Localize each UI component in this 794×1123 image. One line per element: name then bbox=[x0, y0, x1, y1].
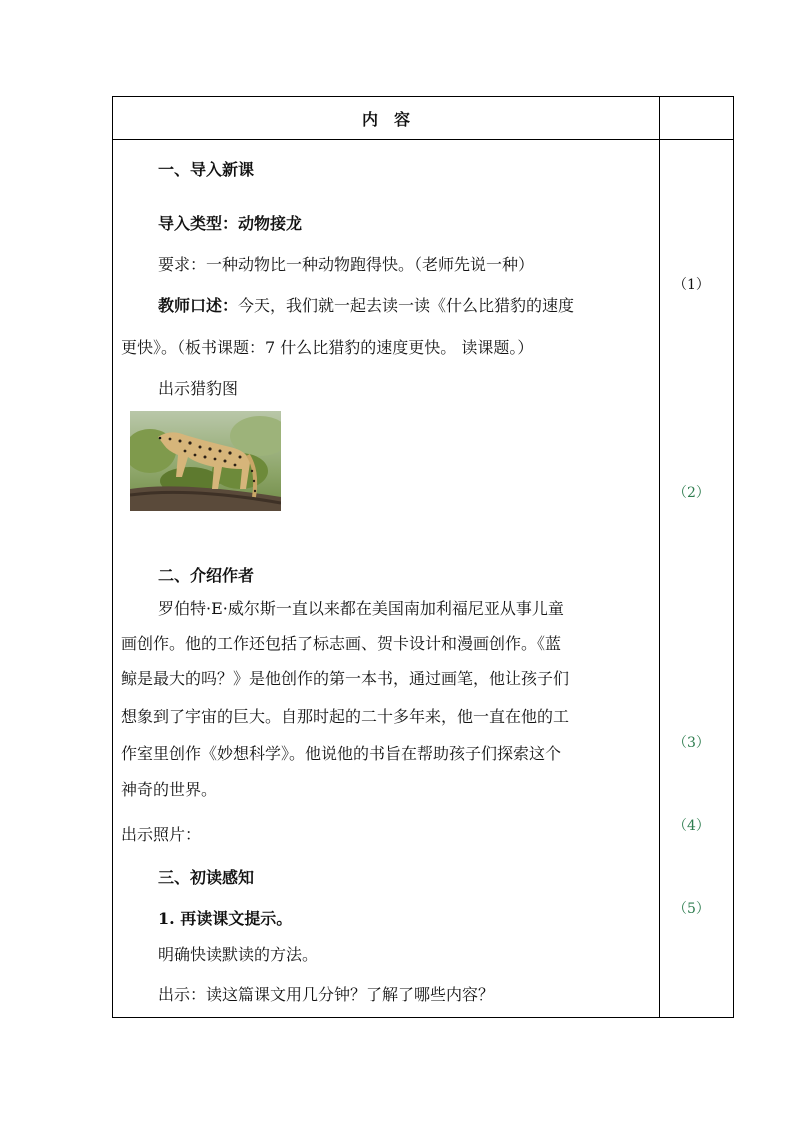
section2-heading: 二、介绍作者 bbox=[158, 566, 255, 585]
author-bio-line-1: 罗伯特·E·威尔斯一直以来都在美国南加利福尼亚从事儿童 bbox=[158, 599, 564, 618]
author-bio-line-2: 画创作。他的工作还包括了标志画、贺卡设计和漫画创作。《蓝 bbox=[121, 634, 562, 653]
marker-1: （1） bbox=[673, 277, 710, 293]
requirement-text: 要求：一种动物比一种动物跑得快。（老师先说一种） bbox=[158, 255, 535, 274]
teacher-speech-line1 bbox=[158, 296, 574, 316]
lead-in-type: 导入类型：动物接龙 bbox=[158, 214, 303, 233]
marker-5: （5） bbox=[673, 901, 710, 917]
reading-prompt-text: 出示：读这篇课文用几分钟？了解了哪些内容？ bbox=[158, 985, 495, 1004]
header-divider bbox=[113, 139, 733, 140]
section3-heading: 三、初读感知 bbox=[158, 868, 255, 887]
author-bio-line-6: 神奇的世界。 bbox=[121, 780, 218, 799]
cheetah-photo bbox=[130, 411, 281, 511]
step-1-text: 1. 再读课文提示。 bbox=[158, 909, 293, 928]
author-bio-line-5: 作室里创作《妙想科学》。他说他的书旨在帮助孩子们探索这个 bbox=[121, 744, 562, 763]
author-bio-line-3: 鲸是最大的吗？》是他创作的第一本书，通过画笔，他让孩子们 bbox=[121, 669, 570, 688]
show-cheetah-picture: 出示猎豹图 bbox=[158, 379, 239, 398]
column-divider bbox=[659, 97, 660, 1017]
marker-2: （2） bbox=[673, 485, 710, 501]
section1-heading: 一、导入新课 bbox=[158, 160, 255, 179]
show-photo-text: 出示照片： bbox=[121, 825, 202, 844]
header-title: 内 容 bbox=[361, 109, 410, 129]
marker-3: （3） bbox=[673, 735, 710, 751]
author-bio-line-4: 想象到了宇宙的巨大。自那时起的二十多年来，他一直在他的工 bbox=[121, 707, 570, 726]
column-header bbox=[113, 97, 659, 139]
teacher-speech-text: 今天，我们就一起去读一读《什么比猎豹的速度 bbox=[238, 296, 575, 315]
reading-method-text: 明确快读默读的方法。 bbox=[158, 945, 319, 964]
teacher-speech-line2: 更快》。（板书课题：7 什么比猎豹的速度更快。 读课题。） bbox=[121, 338, 534, 357]
marker-4: （4） bbox=[673, 818, 710, 834]
teacher-speech-label: 教师口述： bbox=[158, 296, 239, 315]
